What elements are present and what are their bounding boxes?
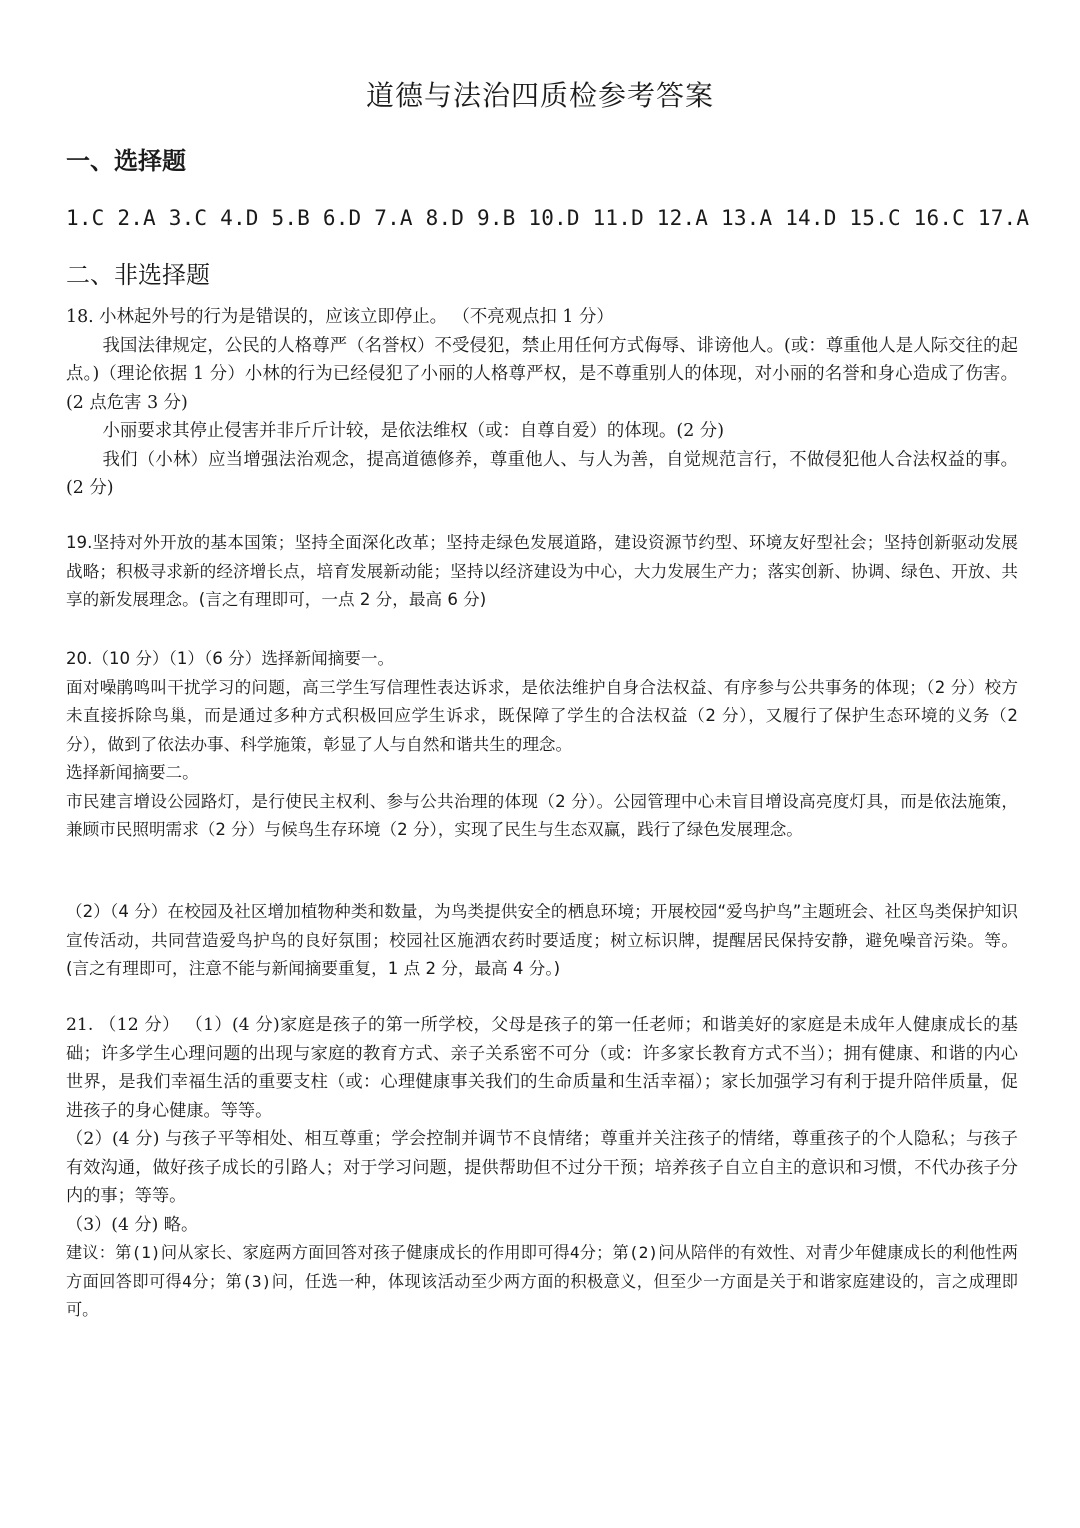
question-19-answer: [66, 529, 1018, 615]
q18-paragraph: 我国法律规定，公民的人格尊严（名誉权）不受侵犯，禁止用任何方式侮辱、诽谤他人。(或：尊重他人是人际交往的起点。)（理论依据 1 分）小林的行为已经侵犯了小丽的人格尊严权，是不尊重别人的体现，对小丽的名誉和身心造成了伤害。(2 点危害 3 分): [66, 335, 1018, 413]
question-21-answer: [66, 1011, 1018, 1325]
question-20-answer: [66, 645, 1018, 845]
q21-paragraph: 21. （12 分） （1）(4 分)家庭是孩子的第一所学校，父母是孩子的第一任老师；和谐美好的家庭是未成年人健康成长的基础；许多学生心理问题的出现与家庭的教育方式、亲子关系密不可分（或：许多家长教育方式不当）；拥有健康、和谐的内心世界，是我们幸福生活的重要支柱（或：心理健康事关我们的生命质量和生活幸福）；家长加强学习有利于提升陪伴质量，促进孩子的身心健康。等等。: [66, 1015, 1018, 1121]
q18-paragraph: 小丽要求其停止侵害并非斤斤计较，是依法维权（或：自尊自爱）的体现。(2 分): [102, 421, 724, 441]
q20-paragraph: 20.（10 分）（1）（6 分）选择新闻摘要一。: [66, 649, 395, 668]
page-title: 道德与法治四质检参考答案: [365, 79, 714, 112]
q21-paragraph: （2）(4 分) 与孩子平等相处、相互尊重；学会控制并调节不良情绪；尊重并关注孩子的情绪，尊重孩子的个人隐私；与孩子有效沟通，做好孩子成长的引路人；对于学习问题，提供帮助但不过分干预；培养孩子自立自主的意识和习惯，不代办孩子分内的事；等等。: [66, 1129, 1018, 1206]
section-multiple-choice-heading: 一、选择题: [66, 147, 186, 175]
question-18-answer: [66, 303, 1018, 503]
q19-paragraph: 19.坚持对外开放的基本国策；坚持全面深化改革；坚持走绿色发展道路，建设资源节约型、环境友好型社会；坚持创新驱动发展战略；积极寻求新的经济增长点，培育发展新动能；坚持以经济建设为中心，大力发展生产力；落实创新、协调、绿色、开放、共享的新发展理念。(言之有理即可，一点 2 分，最高 6 分): [66, 533, 1018, 609]
q20-paragraph: 市民建言增设公园路灯，是行使民主权利、参与公共治理的体现（2 分）。公园管理中心未盲目增设高亮度灯具，而是依法施策，兼顾市民照明需求（2 分）与候鸟生存环境（2 分），实现了民生与生态双赢，践行了绿色发展理念。: [66, 791, 1018, 839]
q20-paragraph: 面对噪鹃鸣叫干扰学习的问题，高三学生写信理性表达诉求，是依法维护自身合法权益、有序参与公共事务的体现；（2 分）校方未直接拆除鸟巢，而是通过多种方式积极回应学生诉求，既保障了学生的合法权益（2 分），又履行了保护生态环境的义务（2 分），做到了依法办事、科学施策，彰显了人与自然和谐共生的理念。: [66, 677, 1018, 754]
q18-paragraph: 我们（小林）应当增强法治观念，提高道德修养，尊重他人、与人为善，自觉规范言行，不做侵犯他人合法权益的事。(2 分): [66, 449, 1018, 498]
multiple-choice-answers: 1.C 2.A 3.C 4.D 5.B 6.D 7.A 8.D 9.B 10.D 11.D 12.A 13.A 14.D 15.C 16.C 17.A: [66, 206, 1030, 230]
q18-paragraph: 18. 小林起外号的行为是错误的，应该立即停止。 （不亮观点扣 1 分）: [66, 307, 614, 327]
grading-note: 建议：第(1)问从家长、家庭两方面回答对孩子健康成长的作用即可得4分；第(2)问从陪伴的有效性、对青少年健康成长的利他性两方面回答即可得4分；第(3)问，任选一种，体现该活动至少两方面的积极意义，但至少一方面是关于和谐家庭建设的，言之成理即可。: [66, 1243, 1018, 1319]
section-non-choice-heading: 二、非选择题: [66, 261, 210, 289]
question-20-part-2-answer: [66, 898, 1018, 984]
q20-paragraph: （2）（4 分）在校园及社区增加植物种类和数量，为鸟类提供安全的栖息环境；开展校园“爱鸟护鸟”主题班会、社区鸟类保护知识宣传活动，共同营造爱鸟护鸟的良好氛围；校园社区施洒农药时要适度；树立标识牌，提醒居民保持安静，避免噪音污染。等。(言之有理即可，注意不能与新闻摘要重复，1 点 2 分，最高 4 分。): [66, 902, 1018, 978]
q21-paragraph: （3）(4 分) 略。: [66, 1214, 199, 1235]
q20-paragraph: 选择新闻摘要二。: [66, 763, 199, 782]
